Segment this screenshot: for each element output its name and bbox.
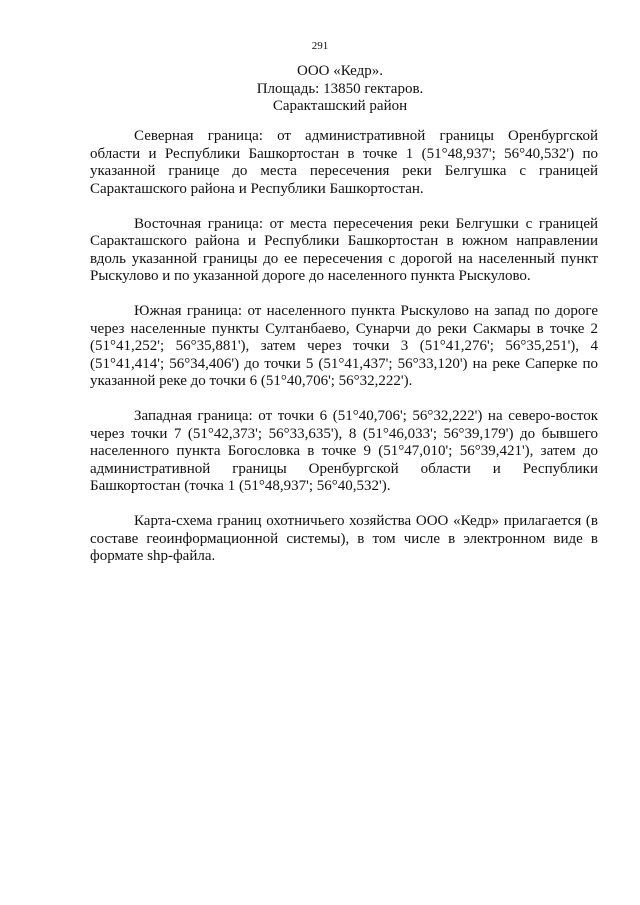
district-name: Саракташский район [272,98,408,114]
paragraph-east-border: Восточная граница: от места пересечения реки Белгушки с границей Саракташского района и Республики Башкортостан в южном направлении вдоль указанной границы до ее пересечения с дорогой на населенный пункт Рыскулово и по указанной дороге до населенного пункта Рыскулово. [90,215,598,284]
area-line: Площадь: 13850 гектаров. [256,80,424,97]
paragraph-west-border: Западная граница: от точки 6 (51°40,706'; 56°32,222') на северо-восток через точки 7 (51°42,373'; 56°33,635'), 8 (51°46,033'; 56°39,179') до бывшего населенного пункта Богословка в точке 9 (51°47,010'; 56°39,421'), затем до административной границы Оренбургской области и Республики Башкортостан (точка 1 (51°48,937'; 56°40,532'). [90,408,598,494]
page-number: 291 [311,40,329,52]
organization-name: ООО «Кедр». [296,63,384,79]
paragraph-north-border: Северная граница: от административной границы Оренбургской области и Республики Башкортостан в точке 1 (51°48,937'; 56°40,532') по указанной границе до места пересечения реки Белгушка с границей Саракташского района и Республики Башкортостан. [90,128,598,197]
document-body [90,128,598,583]
document-header [80,63,600,116]
paragraph-south-border: Южная граница: от населенного пункта Рыскулово на запад по дороге через населенные пункты Султанбаево, Сунарчи до реки Сакмары в точке 2 (51°41,252'; 56°35,881'), затем через точки 3 (51°41,276'; 56°35,251'), 4 (51°41,414'; 56°34,406') до точки 5 (51°41,437'; 56°33,120') на реке Саперке по указанной реке до точки 6 (51°40,706'; 56°32,222'). [90,303,598,389]
paragraph-map-note: Карта-схема границ охотничьего хозяйства ООО «Кедр» прилагается (в составе геоинформационной системы), в том числе в электронном виде в формате shp-файла. [90,513,598,564]
